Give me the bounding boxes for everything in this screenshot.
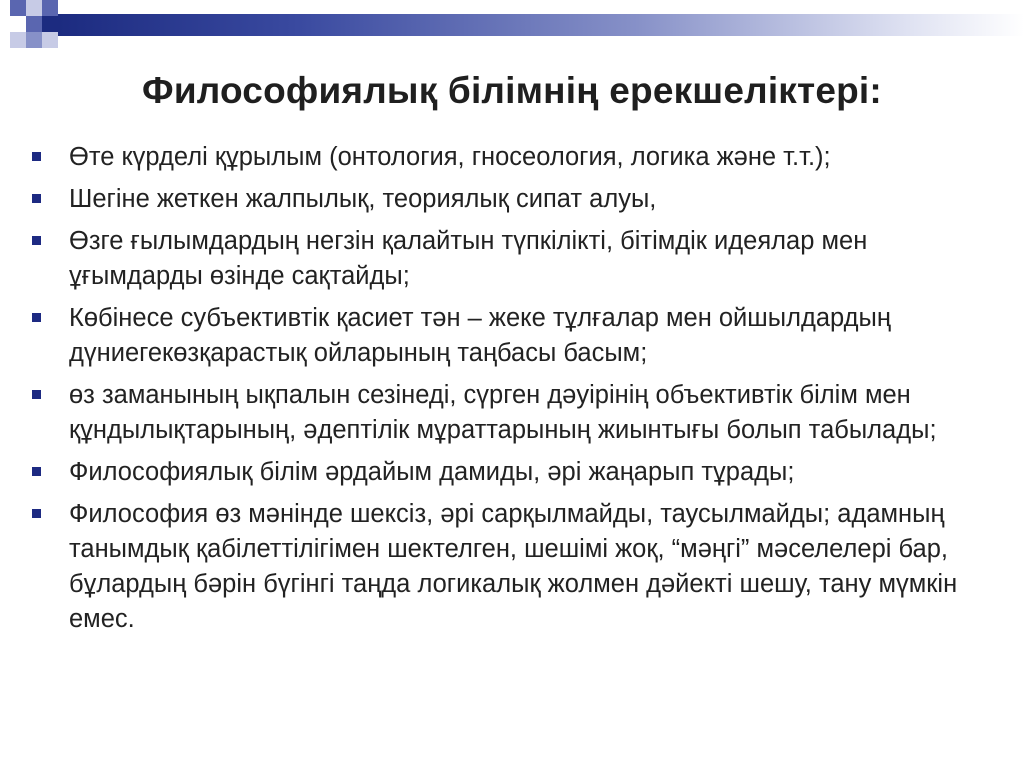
square-bullet-icon: [32, 236, 41, 245]
square-bullet-icon: [32, 390, 41, 399]
deco-square: [42, 32, 58, 48]
bullet-item: [30, 224, 990, 294]
bullet-text: өз заманының ықпалын сезінеді, сүрген дәуірінің объективтік білім мен құндылықтарының, әдептілік мұраттарының жиынтығы болып табылады;: [69, 381, 937, 444]
bullet-text: Көбінесе субъективтік қасиет тән – жеке тұлғалар мен ойшылдардың дүниегекөзқарастық ойларының таңбасы басым;: [69, 304, 891, 367]
square-bullet-icon: [32, 509, 41, 518]
square-bullet-icon: [32, 152, 41, 161]
square-bullet-icon: [32, 194, 41, 203]
bullet-item: [30, 140, 990, 175]
bullet-item: [30, 182, 990, 217]
deco-square: [42, 0, 58, 16]
bullet-text: Философиялық білім әрдайым дамиды, әрі жаңарып тұрады;: [69, 458, 795, 486]
bullet-item: [30, 497, 990, 637]
bullet-text: Философия өз мәнінде шексіз, әрі сарқылмайды, таусылмайды; адамның танымдық қабілеттілігімен шектелген, шешімі жоқ, “мәңгі” мәселелері бар, бұлардың бәрін бүгінгі таңда логикалық жолмен дәйекті шешу, тану мүмкін емес.: [69, 500, 958, 633]
bullet-item: [30, 455, 990, 490]
deco-square: [26, 32, 42, 48]
bullet-text: Шегіне жеткен жалпылық, теориялық сипат алуы,: [69, 185, 657, 213]
header-gradient-band: [58, 14, 1024, 36]
deco-square: [10, 32, 26, 48]
deco-square: [42, 16, 58, 32]
square-bullet-icon: [32, 313, 41, 322]
deco-square: [10, 0, 26, 16]
bullet-item: [30, 378, 990, 448]
bullet-text: Өзге ғылымдардың негзін қалайтын түпкілікті, бітімдік идеялар мен ұғымдарды өзінде сақтайды;: [69, 227, 868, 290]
bullet-text: Өте күрделі құрылым (онтология, гносеология, логика және т.т.);: [69, 143, 831, 171]
bullet-item: [30, 301, 990, 371]
square-bullet-icon: [32, 467, 41, 476]
deco-square: [26, 0, 42, 16]
deco-square: [26, 16, 42, 32]
bullet-list: [30, 140, 990, 644]
slide-title: Философиялық білімнің ерекшеліктері:: [142, 70, 882, 111]
